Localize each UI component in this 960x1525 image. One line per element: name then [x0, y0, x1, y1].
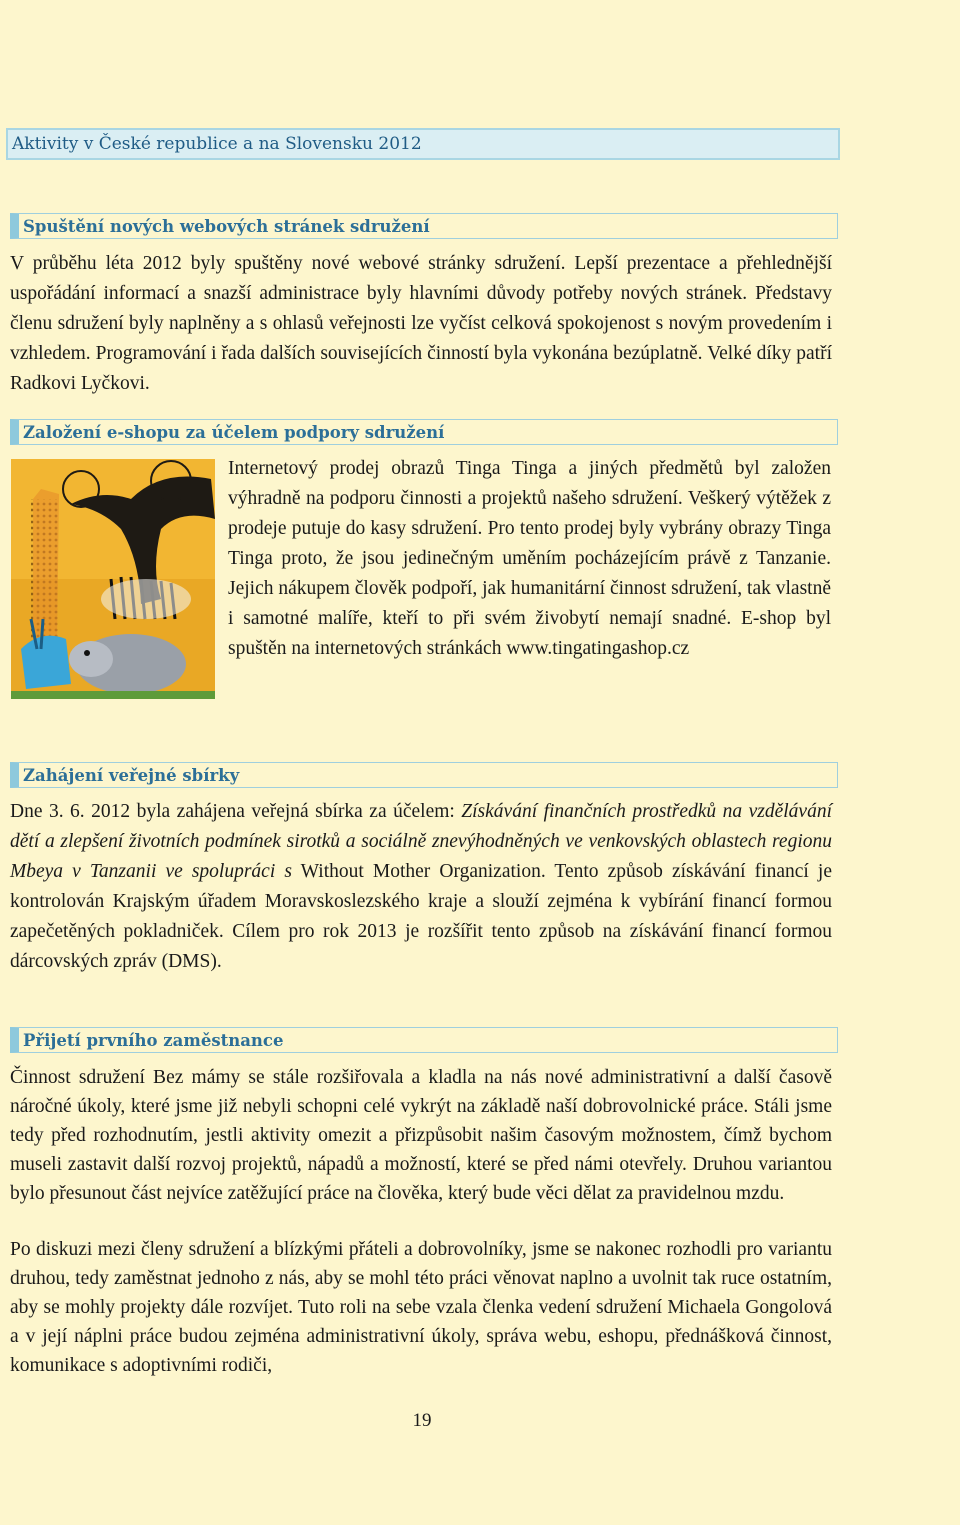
section-text-web: V průběhu léta 2012 byly spuštěny nové webové stránky sdružení. Lepší prezentace a přehlednější uspořádání informací a snazší administrace byly hlavními důvody potřeby nových stránek. Představy členu sdružení byly naplněny a s ohlasů veřejnosti lze vyčíst celková spokojenost s novým provedením i vzhledem. Programování i řada dalších souvisejících činností byla vykonána bezúplatně. Velké díky patří Radkovi Lyčkovi.	[10, 253, 832, 394]
section-text-employee-1: Činnost sdružení Bez mámy se stále rozšiřovala a kladla na nás nové administrativní a další časově náročné úkoly, které jsme již nebyli schopni celé vykrýt na základě naší dobrovolnické práce. Stáli jsme tedy před rozhodnutím, jestli aktivity omezit a přizpůsobit našim časovým možnostem, čímž bychom museli zastavit další rozvoj projektů, nápadů a možností, které se před námi otevřely. Druhou variantou bylo přesunout část nejvíce zatěžující práce na člověka, který bude věci dělat za pravidelnou mzdu.	[10, 1067, 832, 1204]
section-heading-collection: Zahájení veřejné sbírky	[10, 762, 838, 788]
section-heading-web: Spuštění nových webových stránek sdružení	[10, 213, 838, 239]
collection-text-b: Without Mother Organization. Tento způsob získávání financí je kontrolován Krajským úřadem Moravskoslezského kraje a slouží zejména k vybírání financí formou zapečetěných pokladniček. Cílem pro rok 2013 je rozšířit tento způsob na získávání financí formou dárcovských zpráv (DMS).	[10, 861, 832, 972]
tinga-tinga-painting	[11, 459, 215, 699]
section-text-eshop: Internetový prodej obrazů Tinga Tinga a jiných předmětů byl založen výhradně na podporu činnosti a projektů našeho sdružení. Veškerý výtěžek z prodeje putuje do kasy sdružení. Pro tento prodej byly vybrány obrazy Tinga Tinga proto, že jsou jedinečným uměním pocházejícím právě z Tanzanie. Jejich nákupem člověk podpoří, jak humanitární činnost sdružení, tak vlastně i samotné malíře, kteří to při svém živobytí nemají snadné. E-shop byl spuštěn na internetových stránkách www.tingatingashop.cz	[228, 458, 831, 659]
section-heading-employee: Přijetí prvního zaměstnance	[10, 1027, 838, 1053]
page-number: 19	[412, 1410, 432, 1431]
page-title: Aktivity v České republice a na Slovensku 2012	[6, 128, 840, 160]
section-text-employee-2: Po diskuzi mezi členy sdružení a blízkými přáteli a dobrovolníky, jsme se nakonec rozhodli pro variantu druhou, tedy zaměstnat jednoho z nás, aby se mohl této práci věnovat naplno a uvolnit tak ruce ostatním, aby se mohly projekty dále rozvíjet. Tuto roli na sebe vzala členka vedení sdružení Michaela Gongolová a v její náplni práce budou zejména administrativní úkoly, správa webu, eshopu, přednášková činnost, komunikace s adoptivními rodiči,	[10, 1239, 832, 1376]
collection-text-a: Dne 3. 6. 2012 byla zahájena veřejná sbírka za účelem:	[10, 801, 462, 822]
section-heading-eshop: Založení e-shopu za účelem podpory sdružení	[10, 419, 838, 445]
section-text-collection	[10, 797, 832, 977]
collection-text-italic: Získávání finančních prostředků na vzdělávání dětí a zlepšení životních podmínek sirotků a sociálně znevýhodněných ve venkovských oblastech regionu Mbeya v Tanzanii ve spolupráci s	[10, 801, 832, 882]
